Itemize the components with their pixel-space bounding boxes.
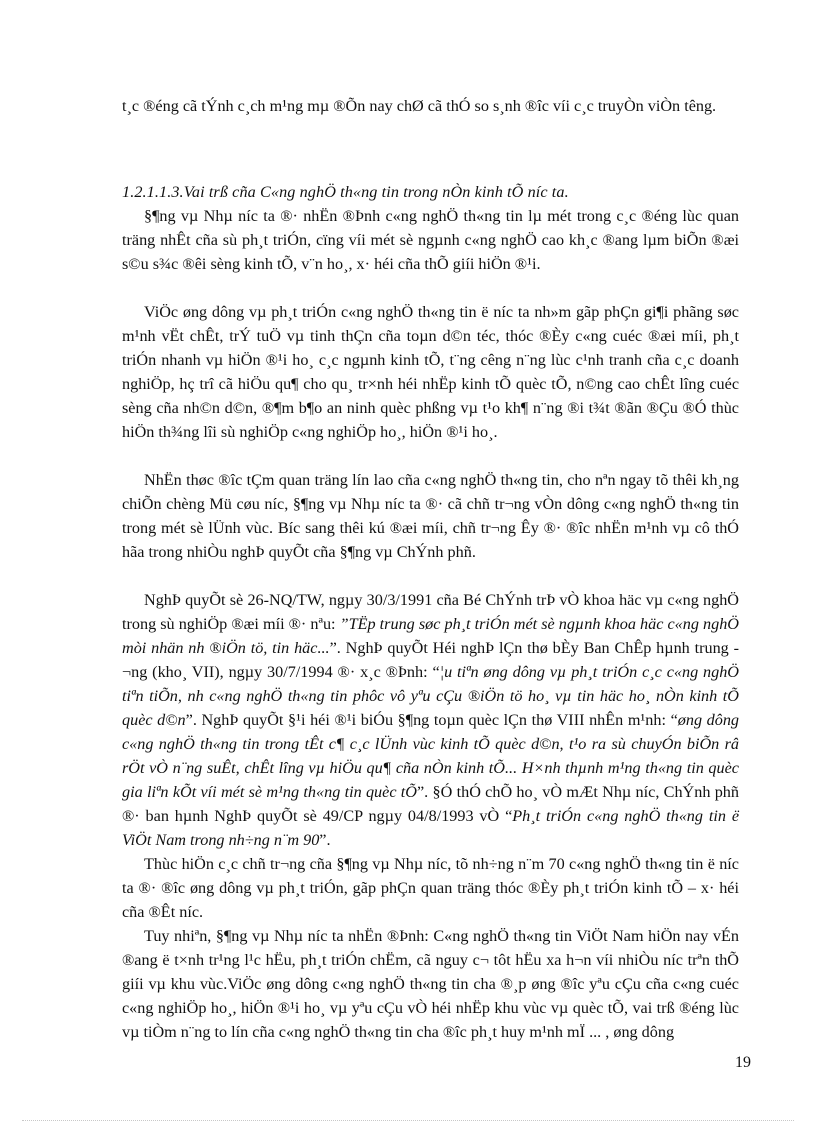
- resolution-text-a: NghÞ quyÕt sè 26-NQ/TW, ngµy 30/3/1991 cña Bé ChÝnh trÞ vÒ khoa häc vµ c«ng nghÖ trong sù nghiÖp ®æi míi ®· nªu:: [122, 591, 739, 633]
- paragraph-implementation: Thùc hiÖn c¸c chñ tr¬ng cña §¶ng vµ Nhµ níc, tõ nh÷ng n¨m 70 c«ng nghÖ th«ng tin ë níc ta ®· ®îc øng dông vµ ph¸t triÓn, gãp phÇn quan träng thóc ®Èy ph¸t triÓn kinh tÕ – x· héi cña ®Êt níc.: [122, 855, 739, 921]
- resolution-quote-4: Ph¸t triÓn c«ng nghÖ th«ng tin ë ViÖt Nam trong nh÷ng n¨m 90: [122, 807, 740, 849]
- resolution-text-g: ”. §Ó thÓ chÕ ho¸ vÒ mÆt Nhµ níc, ChÝnh phñ ®· ban hµnh NghÞ quyÕt sè 49/CP ngµy 04/8/1993 vÒ “: [122, 783, 739, 825]
- resolution-quote-2: ¦u tiªn øng dông vµ ph¸t triÓn c¸c c«ng nghÖ tiªn tiÕn, nh c«ng nghÖ th«ng tin phôc vô yªu cÇu ®iÖn tö ho¸ vµ tin häc ho¸ nÒn kinh tÕ quèc d©n: [122, 663, 739, 729]
- page-number: 19: [735, 1054, 751, 1071]
- paragraph-party-view: §¶ng vµ Nhµ níc ta ®· nhËn ®Þnh c«ng nghÖ th«ng tin lµ mét trong c¸c ®éng lùc quan träng nhÊt cña sù ph¸t triÓn, cïng víi mét sè ngµnh c«ng nghÖ cao kh¸c ®ang lµm biÕn ®æi s©u s¾c ®êi sèng kinh tÕ, v¨n ho¸, x· héi cña thÕ giíi hiÖn ®¹i.: [122, 207, 739, 273]
- paragraph-assessment: Tuy nhiªn, §¶ng vµ Nhµ níc ta nhËn ®Þnh: C«ng nghÖ th«ng tin ViÖt Nam hiÖn nay vÉn ®ang ë t×nh tr¹ng l¹c hËu, ph¸t triÓn chËm, cã nguy c¬ tôt hËu xa h¬n víi nhiÒu níc trªn thÕ giíi vµ khu vùc.ViÖc øng dông c«ng nghÖ th«ng tin cha ®¸p øng ®îc yªu cÇu cña c«ng cuéc c«ng nghiÖp ho¸, hiÖn ®¹i ho¸ vµ yªu cÇu vÒ héi nhËp khu vùc vµ quèc tÕ, vai trß ®éng lùc vµ tiÒm n¨ng to lín cña c«ng nghÖ th«ng tin cha ®îc ph¸t huy m¹nh mÏ ... , øng dông: [122, 927, 739, 1041]
- resolution-text-c: ”. NghÞ quyÕt Héi nghÞ lÇn thø bÈy Ban ChÊp hµnh trung ¬ng (kho¸ VII), ngµy 30/7/1994 ®· x¸c ®Þnh: “: [122, 639, 739, 681]
- section-heading: 1.2.1.1.3.Vai trß cña C«ng nghÖ th«ng tin trong nÒn kinh tÕ níc ta.: [122, 183, 569, 201]
- paragraph-resolutions: [122, 588, 739, 852]
- paragraph-intro: t¸c ®éng cã tÝnh c¸ch m¹ng mµ ®Õn nay chØ cã thÓ so s¸nh ®îc víi c¸c truyÒn viÒn têng.: [122, 97, 717, 115]
- resolution-text-e: ”. NghÞ quyÕt §¹i héi ®¹i biÓu §¶ng toµn quèc lÇn thø VIII nhÊn m¹nh: “: [185, 711, 678, 729]
- paragraph-awareness: NhËn thøc ®îc tÇm quan träng lín lao cña c«ng nghÖ th«ng tin, cho nªn ngay tõ thêi kh¸ng chiÕn chèng Mü cøu níc, §¶ng vµ Nhµ níc ta ®· cã chñ tr¬ng vÒn dông c«ng nghÖ th«ng tin trong mét sè lÜnh vùc. Bíc sang thêi kú ®æi míi, chñ tr¬ng Êy ®· ®îc nhËn m¹nh vµ cô thÓ hãa trong nhiÒu nghÞ quyÕt cña §¶ng vµ ChÝnh phñ.: [122, 471, 739, 561]
- footer-divider: [22, 1120, 794, 1121]
- resolution-quote-3: øng dông c«ng nghÖ th«ng tin trong tÊt c¶ c¸c lÜnh vùc kinh tÕ quèc d©n, t¹o ra sù chuyÓn biÕn râ rÖt vÒ n¨ng suÊt, chÊt lîng vµ hiÖu qu¶ cña nÒn kinh tÕ... H×nh thµnh m¹ng th«ng tin quèc gia liªn kÕt víi mét sè m¹ng th«ng tin quèc tÕ: [122, 711, 740, 801]
- resolution-text-i: ”.: [319, 831, 331, 849]
- resolution-quote-1: ”TËp trung søc ph¸t triÓn mét sè ngµnh khoa häc c«ng nghÖ mòi nhän nh ®iÖn tö, tin häc...: [122, 615, 739, 657]
- paragraph-application: ViÖc øng dông vµ ph¸t triÓn c«ng nghÖ th«ng tin ë níc ta nh»m gãp phÇn gi¶i phãng søc m¹nh vËt chÊt, trÝ tuÖ vµ tinh thÇn cña toµn d©n téc, thóc ®Èy c«ng cuéc ®æi míi, ph¸t triÓn nhanh vµ hiÖn ®¹i ho¸ c¸c ngµnh kinh tÕ, t¨ng cêng n¨ng lùc c¹nh tranh cña c¸c doanh nghiÖp, hç trî cã hiÖu qu¶ cho qu¸ tr×nh héi nhËp kinh tÕ quèc tÕ, n©ng cao chÊt lîng cuéc sèng cña nh©n d©n, ®¶m b¶o an ninh quèc phßng vµ t¹o kh¶ n¨ng ®i t¾t ®ãn ®Çu ®Ó thùc hiÖn th¾ng lîi sù nghiÖp c«ng nghiÖp ho¸, hiÖn ®¹i ho¸.: [122, 303, 739, 441]
